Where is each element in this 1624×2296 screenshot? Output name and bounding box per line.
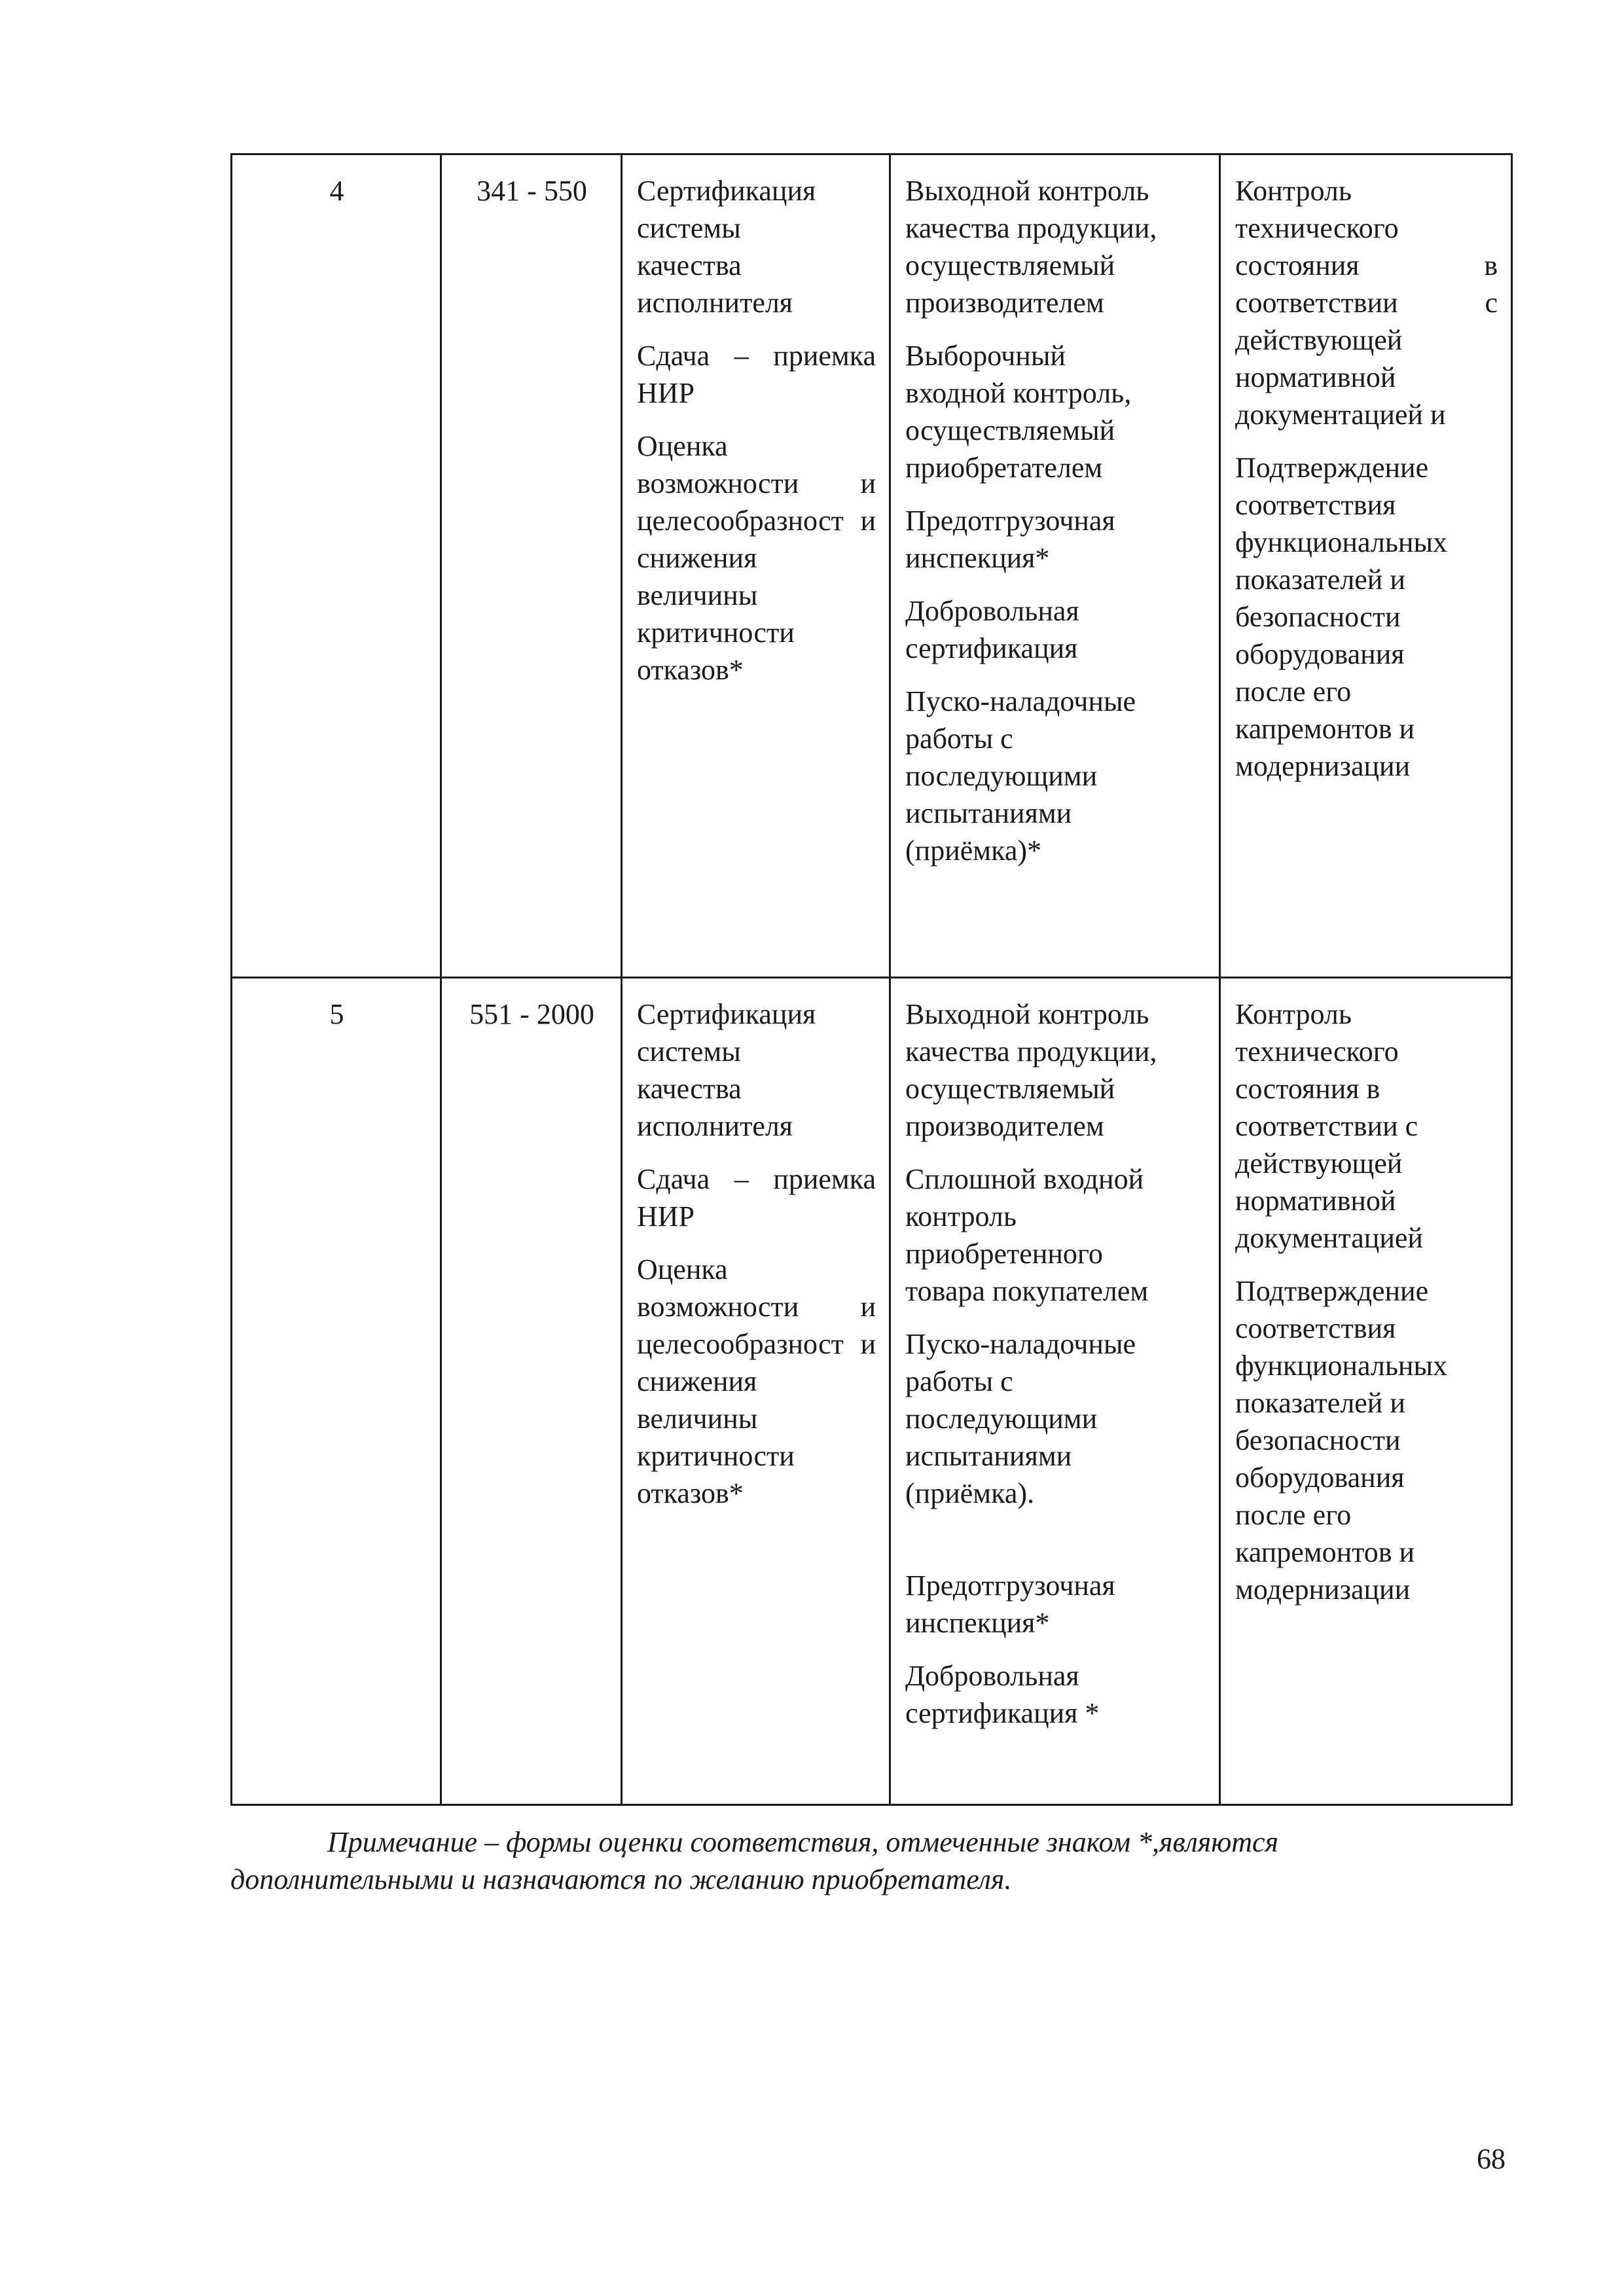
control-forms-cell: [890, 154, 1220, 978]
cell-paragraph: Предотгрузочная инспекция*: [905, 505, 1115, 574]
cell-paragraph: Выходной контроль качества продукции, осуществляемый производителем: [905, 175, 1157, 319]
cell-paragraph: Сертификация системы качества исполнителя: [637, 175, 816, 319]
cell-paragraph: Добровольная сертификация *: [905, 1660, 1100, 1729]
range-cell: 551 - 2000: [441, 978, 622, 1805]
cell-paragraph: Контроль технического состояния в соответствии с действующей нормативной документацией: [1235, 998, 1423, 1254]
table-note: Примечание – формы оценки соответствия, отмеченные знаком *,являются дополнительными и назначаются по желанию приобретателя.: [230, 1826, 1279, 1895]
assessment-forms-cell: [622, 154, 890, 978]
row-number: 5: [232, 978, 441, 1805]
cell-paragraph: Оценка возможности и целесообразност и снижения величины критичности отказов*: [637, 1253, 876, 1509]
cell-paragraph: Подтверждение соответствия функциональных показателей и безопасности оборудования после его капремонтов и модернизации: [1235, 1275, 1448, 1605]
cell-paragraph: Сдача – приемка НИР: [637, 340, 876, 409]
cell-paragraph: Сплошной входной контроль приобретенного товара покупателем: [905, 1163, 1149, 1307]
control-forms-cell: [890, 978, 1220, 1805]
range-cell: 341 - 550: [441, 154, 622, 978]
cell-paragraph: Оценка возможности и целесообразност и снижения величины критичности отказов*: [637, 430, 876, 686]
technical-state-cell: [1220, 978, 1512, 1805]
assessment-table: [230, 153, 1513, 1806]
cell-paragraph: Подтверждение соответствия функциональных показателей и безопасности оборудования после его капремонтов и модернизации: [1235, 452, 1448, 782]
cell-paragraph: Пуско-наладочные работы с последующими испытаниями (приёмка).: [905, 1328, 1136, 1509]
page-number: 68: [1477, 2143, 1506, 2175]
cell-paragraph: Выходной контроль качества продукции, осуществляемый производителем: [905, 998, 1157, 1142]
cell-paragraph: Выборочный входной контроль, осуществляемый приобретателем: [905, 340, 1132, 484]
assessment-forms-cell: [622, 978, 890, 1805]
row-number: 4: [232, 154, 441, 978]
cell-paragraph: Предотгрузочная инспекция*: [905, 1570, 1115, 1639]
cell-paragraph: Добровольная сертификация: [905, 595, 1079, 664]
table-row: [232, 154, 1512, 978]
table-row: [232, 978, 1512, 1805]
technical-state-cell: [1220, 154, 1512, 978]
cell-paragraph: Контроль технического состояния в соответствии с действующей нормативной документацией и: [1235, 175, 1498, 431]
cell-paragraph: Сертификация системы качества исполнителя: [637, 998, 816, 1142]
cell-paragraph: Пуско-наладочные работы с последующими испытаниями (приёмка)*: [905, 685, 1136, 867]
cell-paragraph: Сдача – приемка НИР: [637, 1163, 876, 1232]
